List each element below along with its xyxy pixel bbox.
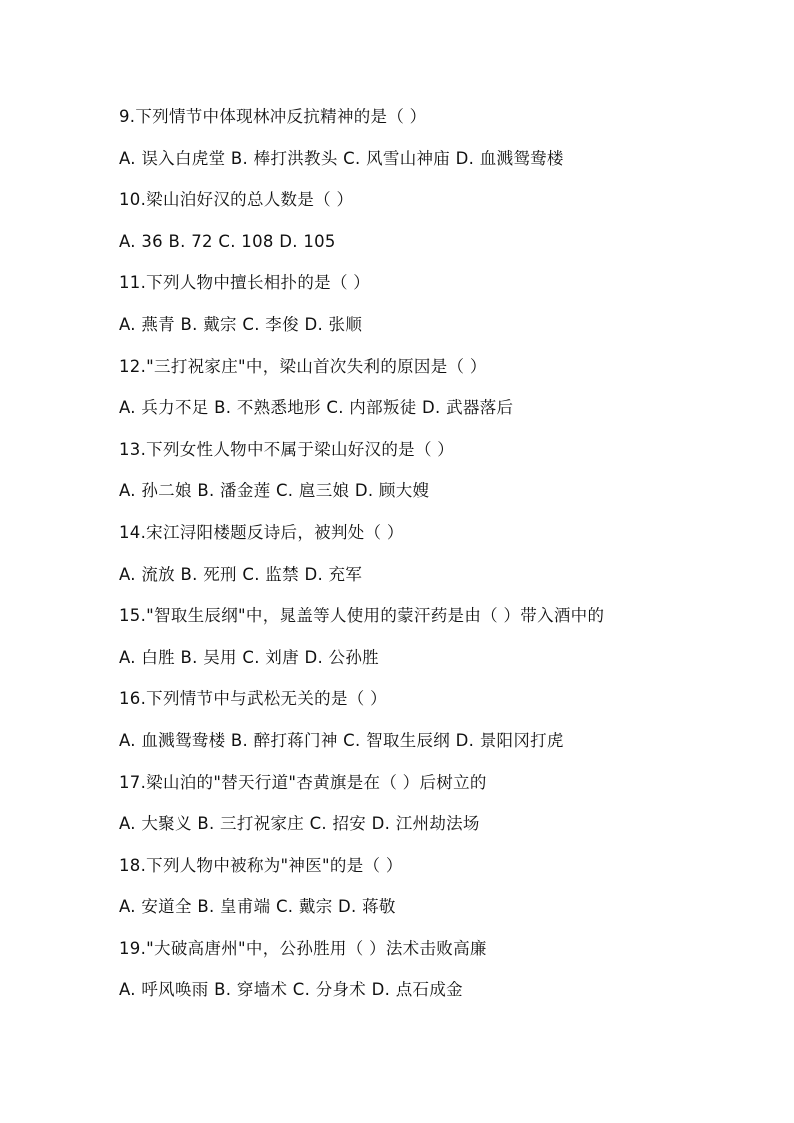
options-13: A. 孙二娘 B. 潘金莲 C. 扈三娘 D. 顾大嫂 (119, 481, 430, 501)
options-16: A. 血溅鸳鸯楼 B. 醉打蒋门神 C. 智取生辰纲 D. 景阳冈打虎 (119, 730, 564, 750)
question-19: 19."大破高唐州"中，公孙胜用（ ）法术击败高廉 (119, 938, 487, 958)
options-10: A. 36 B. 72 C. 108 D. 105 (119, 231, 336, 251)
options-9: A. 误入白虎堂 B. 棒打洪教头 C. 风雪山神庙 D. 血溅鸳鸯楼 (119, 148, 564, 168)
question-18: 18.下列人物中被称为"神医"的是（ ） (119, 855, 403, 875)
question-13: 13.下列女性人物中不属于梁山好汉的是（ ） (119, 439, 455, 459)
question-14: 14.宋江浔阳楼题反诗后，被判处（ ） (119, 522, 404, 542)
options-15: A. 白胜 B. 吴用 C. 刘唐 D. 公孙胜 (119, 647, 379, 667)
options-11: A. 燕青 B. 戴宗 C. 李俊 D. 张顺 (119, 314, 363, 334)
options-17: A. 大聚义 B. 三打祝家庄 C. 招安 D. 江州劫法场 (119, 814, 480, 834)
options-19: A. 呼风唤雨 B. 穿墙术 C. 分身术 D. 点石成金 (119, 980, 463, 1000)
question-16: 16.下列情节中与武松无关的是（ ） (119, 689, 387, 709)
options-18: A. 安道全 B. 皇甫端 C. 戴宗 D. 蒋敬 (119, 897, 396, 917)
document-page (119, 101, 759, 1016)
question-11: 11.下列人物中擅长相扑的是（ ） (119, 273, 371, 293)
options-12: A. 兵力不足 B. 不熟悉地形 C. 内部叛徒 D. 武器落后 (119, 398, 514, 418)
question-10: 10.梁山泊好汉的总人数是（ ） (119, 190, 354, 210)
question-9: 9.下列情节中体现林冲反抗精神的是（ ） (119, 107, 427, 126)
question-12: 12."三打祝家庄"中，梁山首次失利的原因是（ ） (119, 356, 487, 376)
options-14: A. 流放 B. 死刑 C. 监禁 D. 充军 (119, 564, 363, 584)
question-17: 17.梁山泊的"替天行道"杏黄旗是在（ ）后树立的 (119, 772, 487, 792)
question-15: 15."智取生辰纲"中，晁盖等人使用的蒙汗药是由（ ）带入酒中的 (119, 606, 605, 626)
